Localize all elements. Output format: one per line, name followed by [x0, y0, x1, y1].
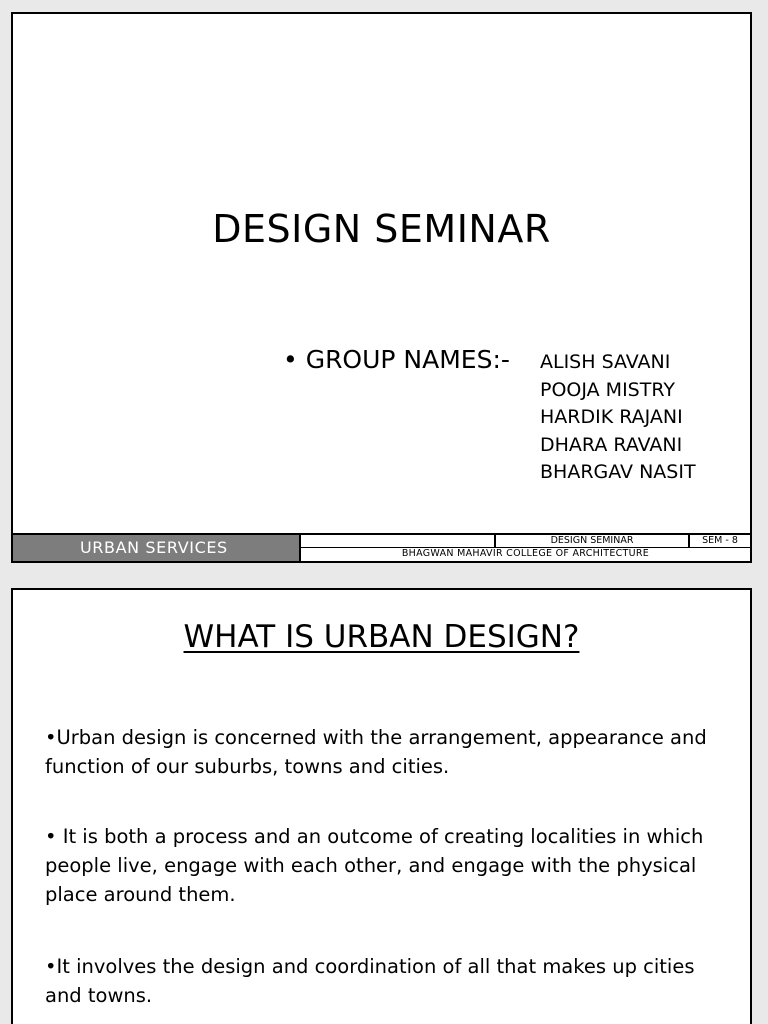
group-names-label: • GROUP NAMES:- [283, 345, 510, 374]
footer-blank-cell [301, 535, 496, 547]
paragraph: •It involves the design and coordination of all that makes up cities and towns. [45, 955, 695, 1007]
slide-footer [13, 533, 750, 561]
group-names-list [540, 349, 696, 487]
footer-college-label: BHAGWAN MAHAVIR COLLEGE OF ARCHITECTURE [401, 548, 650, 559]
footer-top-row [301, 535, 750, 548]
paragraph: •Urban design is concerned with the arrangement, appearance and function of our suburbs, towns and cities. [45, 726, 707, 778]
slide-urban-design [11, 588, 752, 1024]
slide-title-heading: DESIGN SEMINAR [212, 207, 551, 251]
footer-semester-label: SEM - 8 [702, 535, 738, 546]
group-member-name: BHARGAV NASIT [540, 461, 696, 483]
slide-heading-text: WHAT IS URBAN DESIGN? [183, 619, 580, 655]
group-member-name: ALISH SAVANI [540, 351, 671, 373]
slide-title [11, 12, 752, 563]
group-member-name: HARDIK RAJANI [540, 406, 683, 428]
footer-seminar-label: DESIGN SEMINAR [496, 535, 690, 547]
footer-info [301, 535, 750, 561]
paragraph: • It is both a process and an outcome of creating localities in which people live, engage with each other, and engage with the physical place around them. [45, 825, 704, 906]
footer-section-label: URBAN SERVICES [13, 535, 301, 561]
slide-heading [13, 619, 750, 655]
group-member-name: POOJA MISTRY [540, 378, 675, 401]
group-member-name: DHARA RAVANI [540, 433, 683, 456]
